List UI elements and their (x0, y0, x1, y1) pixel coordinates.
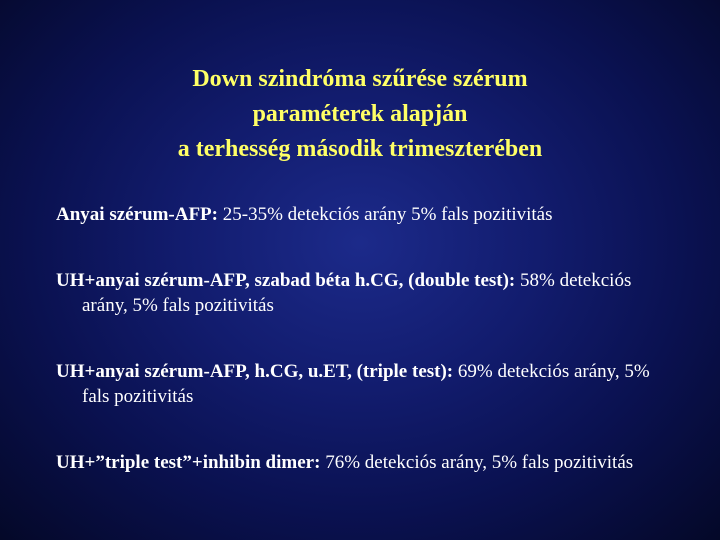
slide-title (60, 62, 660, 167)
bullet-text: 25-35% detekciós arány 5% fals pozitivitás (218, 204, 553, 225)
bullet-item (56, 359, 666, 409)
title-line-2: paraméterek alapján (252, 101, 468, 127)
title-line-3: a terhesség második trimeszterében (177, 136, 543, 162)
bullet-label: Anyai szérum-AFP: (56, 204, 218, 225)
title-line-1: Down szindróma szűrése szérum (192, 66, 528, 92)
bullet-label: UH+anyai szérum-AFP, szabad béta h.CG, (double test): (56, 270, 516, 291)
bullet-label: UH+anyai szérum-AFP, h.CG, u.ET, (triple test): (56, 361, 454, 382)
bullet-text: 58% detekciós arány, 5% fals pozitivitás (82, 270, 632, 316)
bullet-item (56, 450, 666, 475)
slide-body (56, 202, 666, 516)
bullet-item (56, 202, 666, 227)
bullet-text: 69% detekciós arány, 5% fals pozitivitás (82, 361, 650, 407)
bullet-label: UH+”triple test”+inhibin dimer: (56, 452, 321, 473)
bullet-item (56, 268, 666, 318)
bullet-text: 76% detekciós arány, 5% fals pozitivitás (320, 452, 634, 473)
